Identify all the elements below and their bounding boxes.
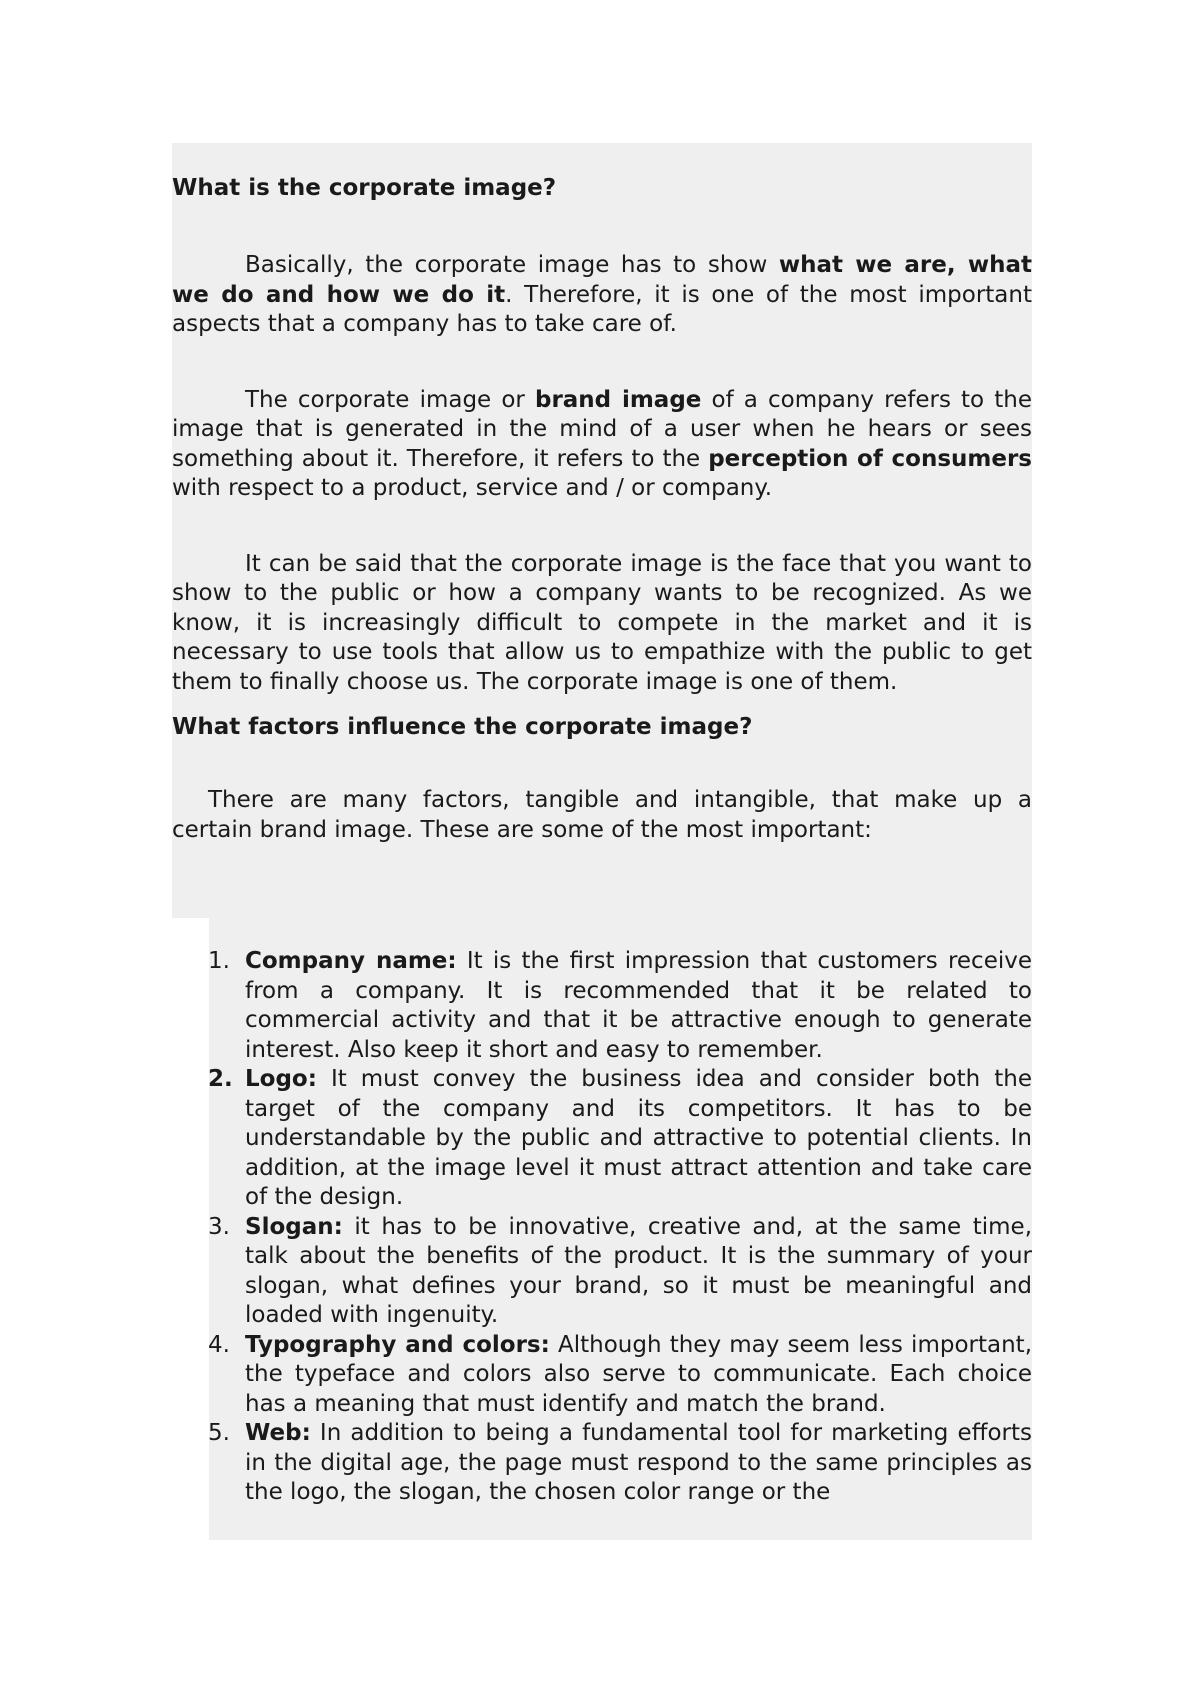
paragraph-text: The corporate image or <box>245 386 535 413</box>
factors-list <box>172 947 1032 1508</box>
list-item-text: Although they may seem less important, the typeface and colors also serve to communicate. Each choice has a meaning that must identify and match the brand. <box>245 1331 1032 1417</box>
list-number: 5. <box>208 1420 230 1446</box>
list-item-company-name <box>172 947 1032 1065</box>
paragraph-factors-intro: There are many factors, tangible and intangible, that make up a certain brand image. These are some of the most important: <box>172 787 1032 843</box>
paragraph-text: . Therefore, it is one of the most important aspects that a company has to take care of. <box>172 281 1032 337</box>
paragraph-what-we-are <box>172 251 1032 340</box>
list-item-title: Logo: <box>245 1066 317 1092</box>
list-number: 2. <box>208 1066 233 1092</box>
list-item-logo <box>172 1065 1032 1213</box>
list-item-web <box>172 1419 1032 1508</box>
list-number: 4. <box>208 1331 230 1358</box>
list-item-text: In addition to being a fundamental tool for marketing efforts in the digital age, the page must respond to the same principles as the logo, the slogan, the chosen color range or the <box>245 1420 1032 1505</box>
paragraph-bold-text: perception of consumers <box>708 445 1032 472</box>
paragraph-bold-text: brand image <box>534 386 702 413</box>
list-item-title: Web: <box>245 1420 311 1446</box>
list-item-text: It must convey the business idea and consider both the target of the company and its competitors. It has to be understandable by the public and attractive to potential clients. In addition, at the image level it must attract attention and take care of the design. <box>245 1066 1032 1210</box>
paragraph-bold-text: what we are, what we do and how we do it <box>172 252 1032 308</box>
list-item-title: Slogan: <box>245 1213 343 1240</box>
list-item-text: It is the first impression that customers receive from a company. It is recommended that it be related to commercial activity and that it be attractive enough to generate interest. Also keep it short and easy to remember. <box>245 948 1032 1063</box>
paragraph-face-of-company: It can be said that the corporate image is the face that you want to show to the public or how a company wants to be recognized. As we know, it is increasingly difficult to compete in the market and it is necessary to use tools that allow us to empathize with the public to get them to finally choose us. The corporate image is one of them. <box>172 550 1032 695</box>
document-body <box>172 160 1032 1508</box>
list-number: 3. <box>208 1213 230 1240</box>
paragraph-text: with respect to a product, service and / or company. <box>172 475 773 501</box>
list-item-title: Typography and colors: <box>245 1331 550 1358</box>
paragraph-brand-image <box>172 386 1032 504</box>
list-item-title: Company name: <box>245 948 457 974</box>
list-item-text: it has to be innovative, creative and, at the same time, talk about the benefits of the product. It is the summary of your slogan, what defines your brand, so it must be meaningful and loaded with ingenuity. <box>245 1213 1032 1328</box>
list-number: 1. <box>208 948 230 974</box>
list-item-slogan <box>172 1213 1032 1331</box>
paragraph-text: of a company refers to the image that is generated in the mind of a user when he hears or sees something about it. Therefore, it refers to the <box>172 386 1032 472</box>
paragraph-text: Basically, the corporate image has to show <box>245 252 779 278</box>
section-heading-factors: What factors influence the corporate image? <box>172 714 753 740</box>
list-item-typography-colors <box>172 1331 1032 1420</box>
section-heading-corporate-image: What is the corporate image? <box>172 175 557 201</box>
